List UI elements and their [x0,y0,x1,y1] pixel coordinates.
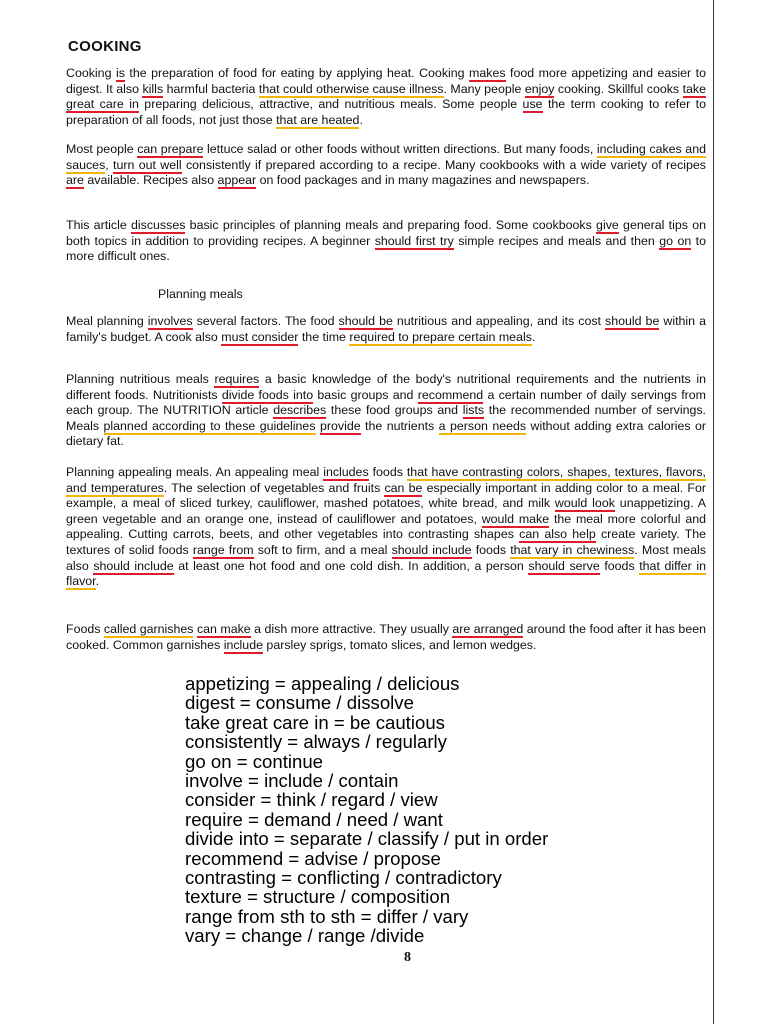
paragraph-appealing [66,465,706,590]
text-run: general tips on both topics in addition to providing recipes. A beginner [66,218,706,248]
text-run: foods [599,558,640,573]
red-underlined-phrase: are arranged [452,622,524,636]
red-underlined-phrase: take great care in [66,81,707,112]
red-underlined-phrase: should include [93,558,174,573]
red-underlined-phrase: is [115,66,125,80]
vocabulary-item: range from sth to sth = differ / vary [185,905,469,927]
red-underlined-phrase: can make [196,622,251,636]
text-run: the nutrients [360,418,439,433]
red-underlined-phrase: include [223,637,263,652]
text-run: foods [471,542,511,557]
text-run: available. Recipes also [83,173,218,188]
vocabulary-item: go on = continue [185,750,324,772]
vocabulary-item: recommend = advise / propose [185,847,441,869]
text-run: preparing delicious, attractive, and nutritious meals. Some people [138,97,523,112]
paragraph-article [66,218,706,265]
red-underlined-phrase: use [522,97,543,112]
vocabulary-item: texture = structure / composition [185,886,451,908]
paragraph-text [66,314,706,345]
yellow-underlined-phrase: that differ in flavor [66,558,706,589]
text-run: the meal more colorful and appealing. Cutting carrots, beets, and other vegetables into contrasting shapes [66,511,707,542]
vocabulary-item: divide into = separate / classify / put in order [185,828,549,850]
paragraph-meal-planning [66,314,706,345]
red-underlined-phrase: should be [605,314,660,328]
red-underlined-phrase: discusses [131,218,186,232]
red-underlined-phrase: includes [323,465,369,479]
paragraph-text [66,622,706,653]
text-run: on food packages and in many magazines and newspapers. [256,173,590,188]
text-run: basic principles of planning meals and preparing food. Some cookbooks [185,218,597,232]
red-underlined-phrase: can prepare [137,142,204,156]
red-underlined-phrase: should include [391,542,472,557]
text-run: foods [368,465,407,479]
paragraph-text [66,372,706,450]
text-run: simple recipes and meals and then [453,233,660,248]
paragraph-intro [66,66,706,128]
red-underlined-phrase: kills [142,81,164,96]
red-underlined-phrase: should first try [374,233,454,248]
text-run: . [95,574,100,589]
text-run: a certain number of daily servings from each group. The NUTRITION article [66,387,706,418]
text-run: around the food after it has been cooked. Common garnishes [66,622,706,652]
paragraph-garnishes [66,622,706,653]
red-underlined-phrase: would look [554,496,615,511]
red-underlined-phrase: would make [481,511,550,526]
text-run: food more appetizing and easier to digest. It also [66,66,707,96]
text-run: a dish more attractive. They usually [250,622,453,636]
yellow-underlined-phrase: that vary in chewiness [510,542,635,557]
paragraph-recipes [66,142,706,189]
vocabulary-item: vary = change / range /divide [185,925,425,947]
vocabulary-item: appetizing = appealing / delicious [185,673,460,694]
paragraph-text [66,142,706,189]
paragraph-text [66,218,706,265]
paragraph-text [66,66,706,128]
paragraph-text [66,465,706,590]
text-run: unappetizing. A green vegetable and an orange one, instead of cauliflower and potatoes, [66,496,706,526]
text-run: create variety. The textures of solid foods [66,527,706,557]
page-number: 8 [404,950,411,965]
text-run: , [105,157,114,172]
red-underlined-phrase: should serve [528,558,600,573]
red-underlined-phrase: go on [659,233,692,248]
yellow-underlined-phrase: that are heated [276,112,360,127]
yellow-underlined-phrase: called garnishes [103,622,194,636]
text-run: . Most meals also [66,542,706,573]
red-underlined-phrase: should be [338,314,393,328]
red-underlined-phrase: divide foods into [221,387,314,402]
text-run: within a family's budget. A cook also [66,314,706,344]
yellow-underlined-phrase: that have contrasting colors, shapes, textures, flavors, and temperatures [66,465,706,495]
vocabulary-item: consistently = always / regularly [185,731,447,753]
vocabulary-item: take great care in = be cautious [185,711,445,733]
red-underlined-phrase: makes [469,66,506,80]
vocabulary-list [185,674,548,946]
red-underlined-phrase: can be [384,480,423,495]
text-run: several factors. The food [192,314,339,328]
red-underlined-phrase: appear [217,173,257,188]
text-run: This article [66,218,131,232]
text-run: Planning appealing meals. An appealing meal [66,465,324,479]
red-underlined-phrase: describes [273,403,327,418]
text-run: to more difficult ones. [66,233,707,264]
text-run: at least one hot food and one cold dish. In addition, a person [173,558,529,573]
red-underlined-phrase: involves [147,314,193,328]
text-run: . The selection of vegetables and fruits [163,480,385,495]
paragraph-nutritious [66,372,706,450]
text-run: the time [298,329,350,344]
text-run: basic groups and [313,387,418,402]
text-run: especially important in adding color to a meal. For example, a meal of sliced turkey, cauliflower, mashed potatoes, white bread, and milk [66,480,706,511]
red-underlined-phrase: are [66,173,84,188]
text-run: the term cooking to refer to preparation of all foods, not just those [66,97,707,127]
vocabulary-item: digest = consume / dissolve [185,692,414,714]
vocabulary-item: involve = include / contain [185,770,399,792]
text-run: the preparation of food for eating by applying heat. Cooking [124,66,470,80]
yellow-underlined-phrase: including cakes and sauces [66,142,706,172]
subheading: Planning meals [158,287,243,301]
text-run: Meal planning [66,314,148,328]
text-run: without adding extra calories or dietary fat. [66,418,707,449]
text-run: parsley sprigs, tomato slices, and lemon wedges. [262,637,537,652]
red-underlined-phrase: enjoy [524,81,555,96]
red-underlined-phrase: recommend [417,387,484,402]
red-underlined-phrase: give [596,218,619,232]
text-run: Planning nutritious meals [66,372,215,386]
text-run: lettuce salad or other foods without written directions. But many foods, [203,142,597,156]
text-run: Most people [66,142,138,156]
red-underlined-phrase: provide [319,418,361,433]
text-run: . [531,329,536,344]
vocabulary-item: require = demand / need / want [185,808,443,830]
yellow-underlined-phrase: that could otherwise cause illness [258,81,444,96]
text-run: a basic knowledge of the body's nutritional requirements and the nutrients in different foods. Nutritionists [66,372,706,402]
text-run: nutritious and appealing, and its cost [392,314,606,328]
red-underlined-phrase: lists [462,403,485,418]
text-run: Foods [66,622,104,636]
vocabulary-item: contrasting = conflicting / contradictory [185,867,502,889]
text-run: harmful bacteria [163,81,259,96]
yellow-underlined-phrase: required to prepare certain meals [349,329,532,344]
yellow-underlined-phrase: a person needs [438,418,527,433]
text-run: these food groups and [326,403,463,418]
text-run: cooking. Skillful cooks [554,81,683,96]
text-run: consistently if prepared according to a recipe. Many cookbooks with a wide variety of recipes [181,157,706,172]
document-title: COOKING [68,38,142,55]
red-underlined-phrase: turn out well [113,157,182,172]
red-underlined-phrase: range from [192,542,254,557]
vocabulary-item: consider = think / regard / view [185,789,438,811]
text-run: . [359,112,363,127]
text-run: . Many people [443,81,525,96]
text-run: the recommended number of servings. Meals [66,403,706,433]
page-edge-line [713,0,714,1024]
text-run: soft to firm, and a meal [253,542,392,557]
yellow-underlined-phrase: planned according to these guidelines [103,418,316,433]
text-run: Cooking [66,66,116,80]
red-underlined-phrase: requires [214,372,260,386]
red-underlined-phrase: can also help [519,527,596,542]
red-underlined-phrase: must consider [221,329,299,344]
